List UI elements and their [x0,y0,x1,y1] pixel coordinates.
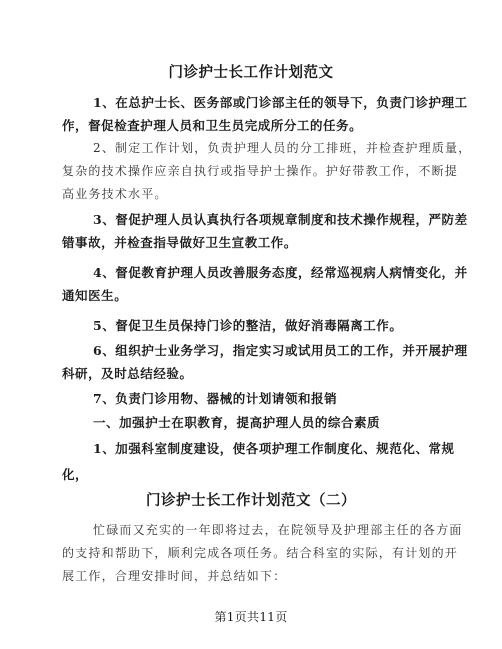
paragraph-9-line-2: 化， [62,467,89,482]
paragraph-2-line-3: 高业务技术水平。 [62,187,168,201]
document-title-2: 门诊护士长工作计划范文（二） [146,492,356,509]
paragraph-9-line-1: 1、加强科室制度建设，使各项护理工作制度化、规范化、常规 [93,441,455,456]
page-footer: 第1页共11页 [214,610,288,624]
paragraph-7-line-1: 7、负责门诊用物、器械的计划请领和报销 [93,391,338,406]
paragraph-1-line-1: 1、在总护士长、医务部或门诊部主任的领导下，负责门诊护理工 [93,95,468,110]
paragraph-6-line-1: 6、组织护士业务学习，指定实习或试用员工的工作，并开展护理 [93,343,468,358]
section-heading-1: 一、加强护士在职教育，提高护理人员的综合素质 [93,415,381,430]
paragraph-2-line-2: 复杂的技术操作应亲自执行或指导护士操作。护好带教工作，不断提 [62,164,459,178]
paragraph-4-line-2: 通知医生。 [62,288,128,303]
paragraph-6-line-2: 科研，及时总结经验。 [62,366,193,381]
paragraph-1-line-2: 作，督促检查护理人员和卫生员完成所分工的任务。 [62,118,363,133]
document-title: 门诊护士长工作计划范文 [168,64,334,81]
paragraph-2-line-1: 2、制定工作计划，负责护理人员的分工排班，并检查护理质量， [93,141,472,155]
paragraph-3-line-1: 3、督促护理人员认真执行各项规章制度和技术操作规程，严防差 [93,212,468,227]
paragraph-10-line-1: 忙碌而又充实的一年即将过去，在院领导及护理部主任的各方面 [93,523,463,537]
paragraph-3-line-2: 错事故，并检查指导做好卫生宣教工作。 [62,235,297,250]
paragraph-10-line-2: 的支持和帮助下，顺利完成各项任务。结合科室的实际，有计划的开 [62,546,459,560]
paragraph-5-line-1: 5、督促卫生员保持门诊的整洁，做好消毒隔离工作。 [93,318,403,333]
paragraph-4-line-1: 4、督促教育护理人员改善服务态度，经常巡视病人病情变化，并 [93,265,468,280]
paragraph-10-line-3: 展工作，合理安排时间，并总结如下： [62,569,287,583]
